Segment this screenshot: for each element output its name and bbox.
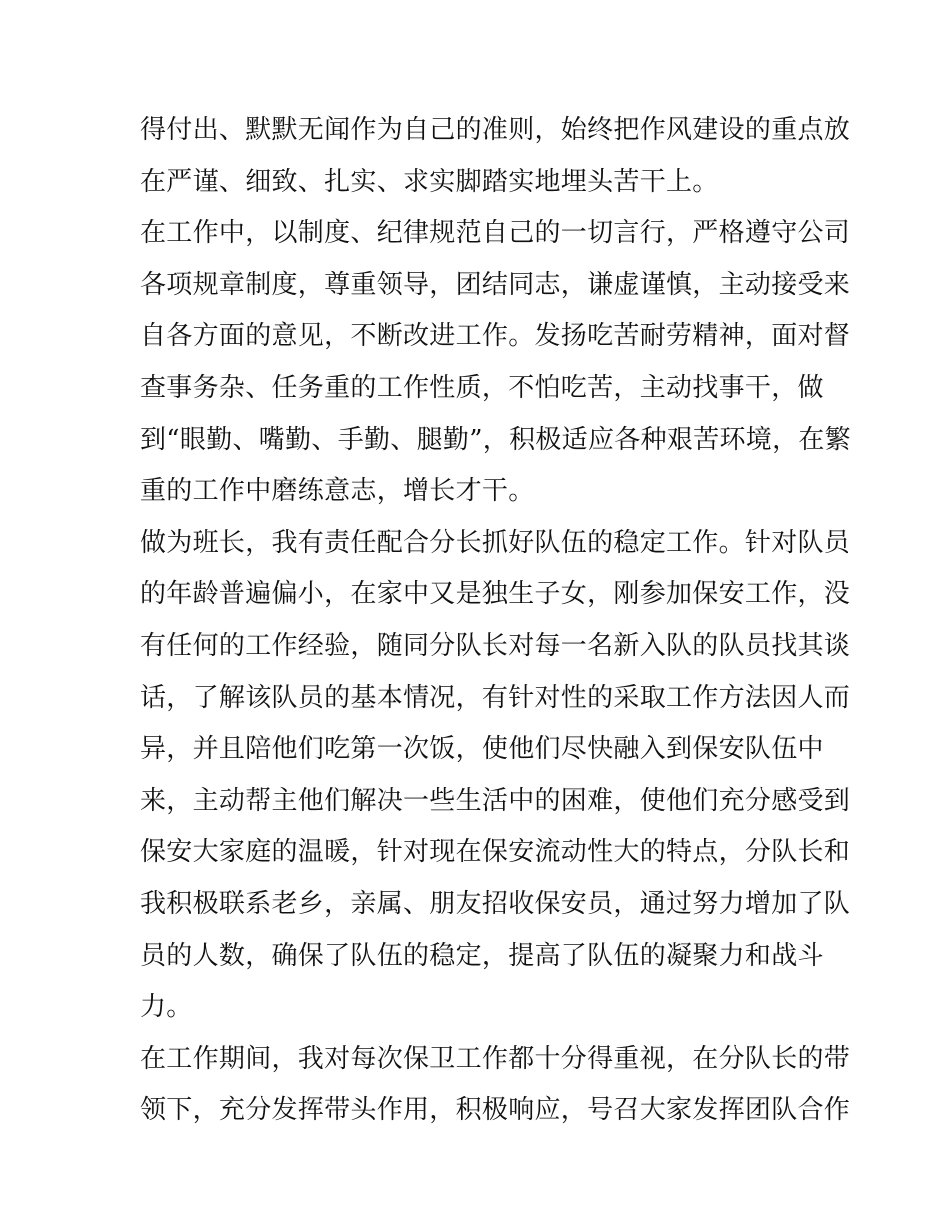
text-line: 力。 — [140, 992, 193, 1023]
body-text — [140, 105, 851, 1137]
text-line: 异，并且陪他们吃第一次饭，使他们尽快融入到保安队伍中 — [140, 734, 824, 765]
text-line: 自各方面的意见，不断改进工作。发扬吃苦耐劳精神，面对督 — [140, 321, 851, 352]
text-line: 员的人数，确保了队伍的稳定，提高了队伍的凝聚力和战斗 — [140, 940, 824, 971]
text-line: 做为班长，我有责任配合分长抓好队伍的稳定工作。针对队员 — [140, 527, 851, 558]
text-line: 保安大家庭的温暖，针对现在保安流动性大的特点，分队长和 — [140, 837, 851, 868]
text-line: 我积极联系老乡，亲属、朋友招收保安员，通过努力增加了队 — [140, 888, 851, 919]
text-line: 重的工作中磨练意志，增长才干。 — [140, 476, 535, 507]
text-line: 领下，充分发挥带头作用，积极响应，号召大家发挥团队合作 — [140, 1095, 851, 1126]
text-line: 各项规章制度，尊重领导，团结同志，谦虚谨慎，主动接受来 — [140, 269, 851, 300]
text-line: 话，了解该队员的基本情况，有针对性的采取工作方法因人而 — [140, 682, 851, 713]
text-line: 的年龄普遍偏小，在家中又是独生子女，刚参加保安工作，没 — [140, 579, 851, 610]
text-line: 有任何的工作经验，随同分队长对每一名新入队的队员找其谈 — [140, 630, 851, 661]
text-line: 在严谨、细致、扎实、求实脚踏实地埋头苦干上。 — [140, 166, 719, 197]
text-line: 在工作期间，我对每次保卫工作都十分得重视，在分队长的带 — [140, 1043, 851, 1074]
text-line: 得付出、默默无闻作为自己的准则，始终把作风建设的重点放 — [140, 115, 851, 145]
text-line: 来，主动帮主他们解决一些生活中的困难，使他们充分感受到 — [140, 785, 851, 816]
text-line: 查事务杂、任务重的工作性质，不怕吃苦，主动找事干，做 — [140, 372, 824, 403]
text-line: 到“眼勤、嘴勤、手勤、腿勤”，积极适应各种艰苦环境，在繁 — [140, 424, 851, 455]
text-line: 在工作中，以制度、纪律规范自己的一切言行，严格遵守公司 — [140, 218, 851, 249]
